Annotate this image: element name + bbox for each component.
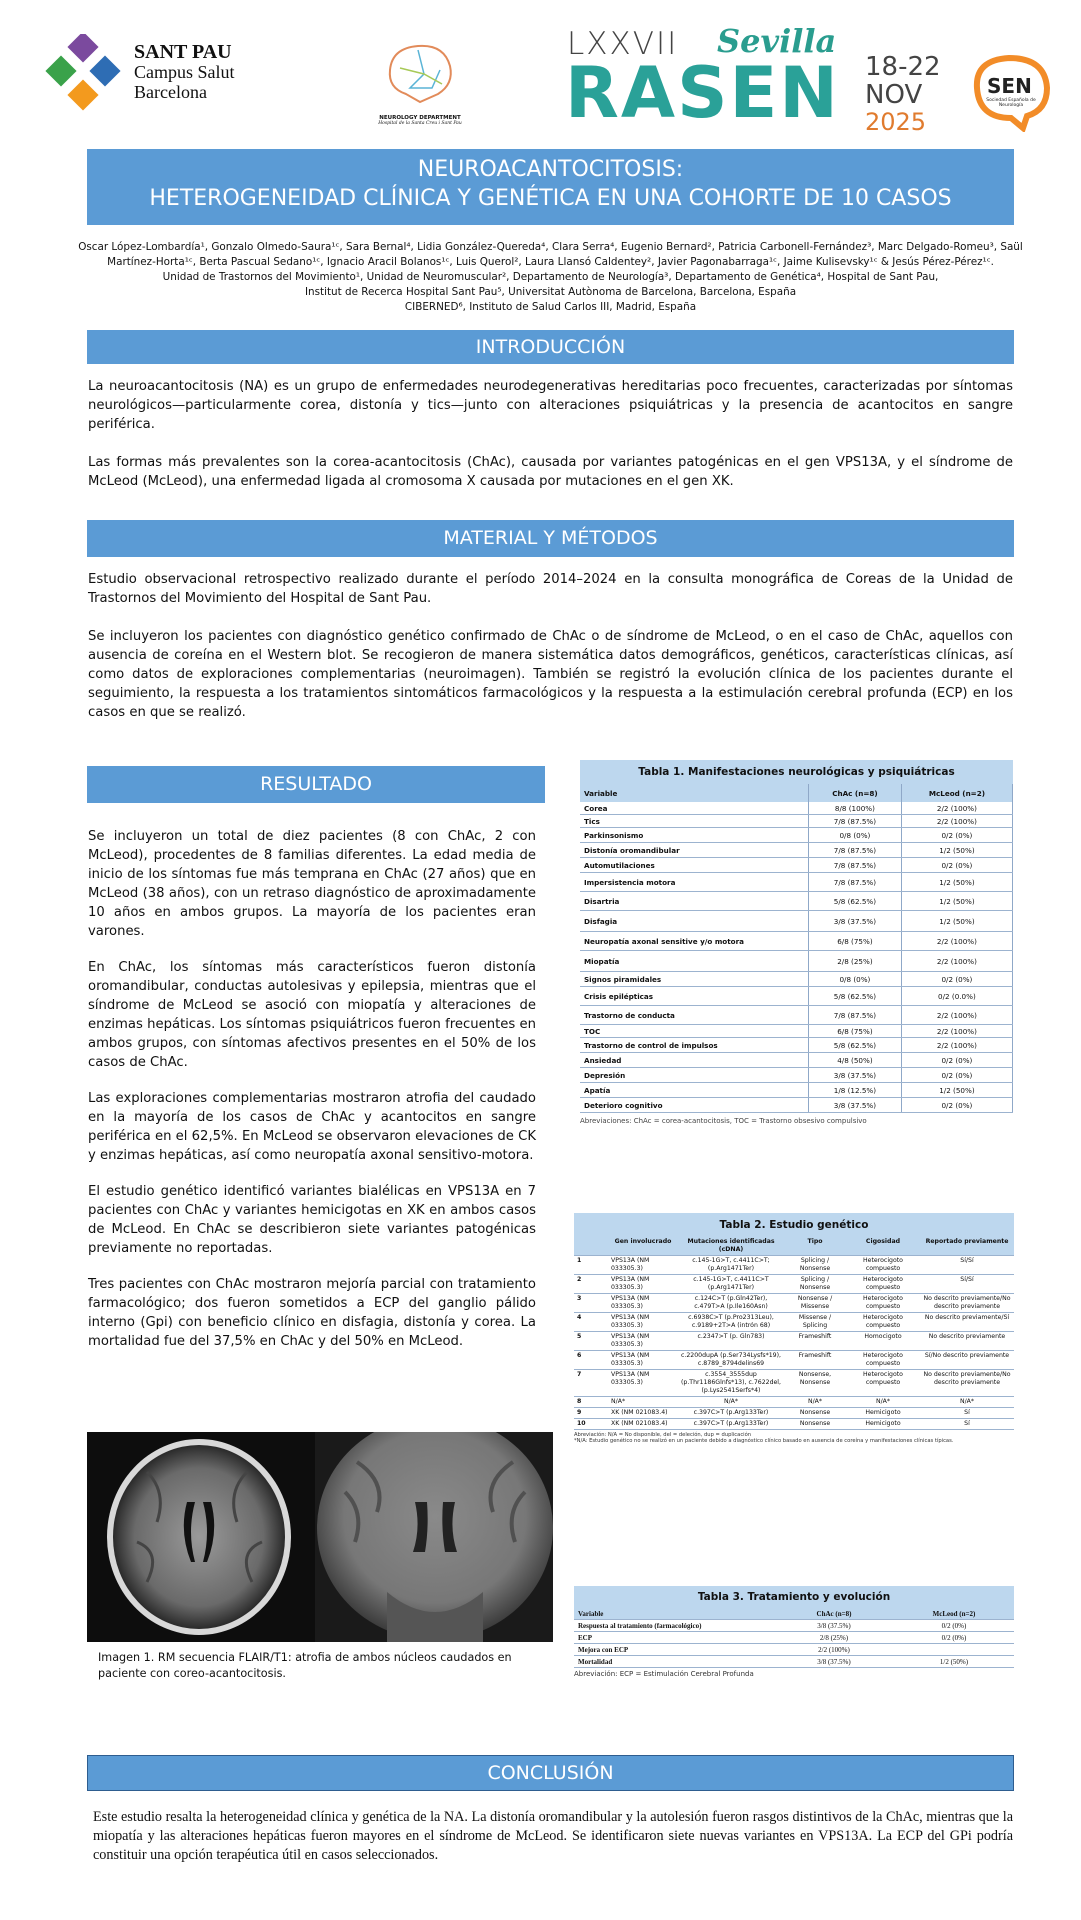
methods-p2: Se incluyeron los pacientes con diagnóstico genético confirmado de ChAc o de síndrome de McLeod, o en el caso de ChAc, aquellos con ausencia de coreína en el Western blot. Se recogieron de manera sistemática datos demográficos, genéticos, características clínicas, así como datos de exploraciones complementarias (neuroimagen). También se registró la evolución clínica de los pacientes durante el seguimiento, la respuesta a los tratamientos sintomáticos farmacológicos y la respuesta a la estimulación cerebral profunda (ECP) en los casos en que se realizó. <box>88 629 1013 720</box>
table2-cell: Heterocigoto compuesto <box>846 1313 920 1332</box>
table3-row <box>574 1632 1014 1644</box>
table2-block <box>574 1213 1014 1444</box>
table1-row <box>580 828 1013 843</box>
table3-value-cell: 3/8 (37.5%) <box>774 1656 894 1668</box>
table2-cell: 1 <box>574 1256 608 1275</box>
table1-variable-cell: Corea <box>580 802 809 815</box>
table2-row <box>574 1275 1014 1294</box>
table1-value-cell: 1/2 (50%) <box>901 873 1012 892</box>
table1-variable-cell: Depresión <box>580 1068 809 1083</box>
table1-header-cell: McLeod (n=2) <box>901 784 1012 802</box>
sen-sub: Sociedad Española de Neurología <box>986 98 1036 108</box>
table1-value-cell: 1/2 (50%) <box>901 1083 1012 1098</box>
table3-value-cell: 2/8 (25%) <box>774 1632 894 1644</box>
table1-row <box>580 1053 1013 1068</box>
table2-cell: c.145-1G>T, c.4411C>T (p.Arg1471Ter) <box>678 1275 784 1294</box>
table3-variable-cell: Mortalidad <box>574 1656 774 1668</box>
sen-label: SEN <box>987 74 1032 98</box>
table1-value-cell: 1/2 (50%) <box>901 843 1012 858</box>
table3-value-cell: 2/2 (100%) <box>774 1644 894 1656</box>
table1-row <box>580 815 1013 828</box>
table2-cell: c.2200dupA (p.Ser734Lysfs*19), c.8789_8794delins69 <box>678 1351 784 1370</box>
table2-cell: c.6938C>T (p.Pro2313Leu), c.9189+2T>A (intrón 68) <box>678 1313 784 1332</box>
results-p1: Se incluyeron un total de diez pacientes (8 con ChAc, 2 con McLeod), procedentes de 8 familias diferentes. La edad media de inicio de los síntomas fue más temprana en ChAc (27 años) que en McLeod (38 años), con un retraso diagnóstico de aproximadamente 10 años en ambos grupos. La mayoría de los pacientes eran varones. <box>88 829 536 939</box>
table1-value-cell: 2/2 (100%) <box>901 1038 1012 1053</box>
table1-row <box>580 951 1013 972</box>
table2-cell: c.397C>T (p.Arg133Ter) <box>678 1408 784 1419</box>
table2-cell: Sí/No descrito previamente <box>920 1351 1014 1370</box>
poster-title <box>87 149 1014 225</box>
table1-row <box>580 802 1013 815</box>
table2-cell: 3 <box>574 1294 608 1313</box>
intro-text <box>88 377 1013 510</box>
table2-cell: N/A* <box>678 1397 784 1408</box>
table1-variable-cell: Crisis epilépticas <box>580 987 809 1006</box>
table2-cell: VPS13A (NM 033305.3) <box>608 1332 678 1351</box>
table1-row <box>580 1068 1013 1083</box>
mri-image <box>87 1432 553 1642</box>
table1-value-cell: 1/2 (50%) <box>901 911 1012 932</box>
table2-header-cell: Mutaciones identificadas (cDNA) <box>678 1237 784 1256</box>
table2-cell: Heterocigoto compuesto <box>846 1370 920 1397</box>
table3-variable-cell: ECP <box>574 1632 774 1644</box>
table2-row <box>574 1419 1014 1430</box>
table2-cell: Heterocigoto compuesto <box>846 1351 920 1370</box>
mri-caption-line2: paciente con coreo-acantocitosis. <box>98 1667 286 1680</box>
table1-value-cell: 7/8 (87.5%) <box>809 873 902 892</box>
table2-row <box>574 1397 1014 1408</box>
neuro-dept-label: NEUROLOGY DEPARTMENT <box>379 115 461 121</box>
table1-value-cell: 7/8 (87.5%) <box>809 843 902 858</box>
table2-cell: Nonsense, Nonsense <box>784 1370 846 1397</box>
table3-header-cell: McLeod (n=2) <box>894 1608 1014 1620</box>
intro-p2: Las formas más prevalentes son la corea-acantocitosis (ChAc), causada por variantes patogénicas en el gen VPS13A, y el síndrome de McLeod (McLeod), una enfermedad ligada al cromosoma X causada por mutaciones en el gen XK. <box>88 455 1013 489</box>
rasen-dates: 18-22 <box>865 52 941 82</box>
santpau-diamond-icon <box>44 34 124 114</box>
methods-p1: Estudio observacional retrospectivo realizado durante el período 2014–2024 en la consulta monográfica de Coreas de la Unidad de Trastornos del Movimiento del Hospital de Sant Pau. <box>88 572 1013 606</box>
table2-cell: Hemicigoto <box>846 1408 920 1419</box>
table1-row <box>580 1098 1013 1113</box>
table2-cell: Frameshift <box>784 1332 846 1351</box>
table1-value-cell: 5/8 (62.5%) <box>809 987 902 1006</box>
table1-value-cell: 1/2 (50%) <box>901 892 1012 911</box>
table2-row <box>574 1256 1014 1275</box>
table2-cell: No descrito previamente <box>920 1332 1014 1351</box>
table2-header-cell: Gen involucrado <box>608 1237 678 1256</box>
table2-cell: No descrito previamente/No descrito previamente <box>920 1294 1014 1313</box>
table1-value-cell: 2/2 (100%) <box>901 815 1012 828</box>
rasen-logo <box>565 22 955 142</box>
santpau-line2: Campus Salut <box>134 62 235 82</box>
table1-value-cell: 5/8 (62.5%) <box>809 892 902 911</box>
rasen-edition: LXXVII <box>567 26 679 62</box>
table2-cell: Sí/Sí <box>920 1256 1014 1275</box>
results-heading: RESULTADO <box>87 766 545 803</box>
table1-variable-cell: Trastorno de control de impulsos <box>580 1038 809 1053</box>
table2-cell: c.2347>T (p. Gln783) <box>678 1332 784 1351</box>
table3-block <box>574 1586 1014 1678</box>
table1-value-cell: 5/8 (62.5%) <box>809 1038 902 1053</box>
table3-title: Tabla 3. Tratamiento y evolución <box>574 1586 1014 1608</box>
table1-variable-cell: Disartria <box>580 892 809 911</box>
table1-value-cell: 0/2 (0%) <box>901 972 1012 987</box>
table1-value-cell: 0/2 (0%) <box>901 1068 1012 1083</box>
table1-variable-cell: Distonía oromandibular <box>580 843 809 858</box>
table2-cell: Missense / Splicing <box>784 1313 846 1332</box>
table1-value-cell: 4/8 (50%) <box>809 1053 902 1068</box>
table1-row <box>580 892 1013 911</box>
table1-value-cell: 2/8 (25%) <box>809 951 902 972</box>
table3-value-cell <box>894 1644 1014 1656</box>
table3-header-row <box>574 1608 1014 1620</box>
table2-cell: VPS13A (NM 033305.3) <box>608 1256 678 1275</box>
table1-value-cell: 7/8 (87.5%) <box>809 1006 902 1025</box>
table2-cell: VPS13A (NM 033305.3) <box>608 1313 678 1332</box>
table2-cell: Heterocigoto compuesto <box>846 1294 920 1313</box>
rasen-city: Sevilla <box>717 22 837 60</box>
table1-row <box>580 1083 1013 1098</box>
table1-title: Tabla 1. Manifestaciones neurológicas y psiquiátricas <box>580 760 1013 784</box>
table1-row <box>580 873 1013 892</box>
table2-cell: c.124C>T (p.Gln42Ter), c.479T>A (p.Ile160Asn) <box>678 1294 784 1313</box>
table1-value-cell: 0/2 (0%) <box>901 1053 1012 1068</box>
table1-value-cell: 2/2 (100%) <box>901 1025 1012 1038</box>
methods-heading: MATERIAL Y MÉTODOS <box>87 520 1014 557</box>
affiliation-line3: CIBERNED⁶, Instituto de Salud Carlos III, Madrid, España <box>404 301 697 313</box>
table2-cell: Heterocigoto compuesto <box>846 1256 920 1275</box>
table2-cell: VPS13A (NM 033305.3) <box>608 1370 678 1397</box>
table1-variable-cell: TOC <box>580 1025 809 1038</box>
table1-row <box>580 1006 1013 1025</box>
table2-title: Tabla 2. Estudio genético <box>574 1213 1014 1237</box>
rasen-year: 2025 <box>865 108 927 136</box>
table1-row <box>580 843 1013 858</box>
santpau-title: SANT PAU <box>134 41 232 63</box>
table2-cell: N/A* <box>784 1397 846 1408</box>
intro-p1: La neuroacantocitosis (NA) es un grupo de enfermedades neurodegenerativas hereditarias poco frecuentes, caracterizadas por síntomas neurológicos—particularmente corea, distonía y tics—junto con alteraciones psiquiátricas y la presencia de acantocitos en sangre periférica. <box>88 379 1013 432</box>
table1-value-cell: 2/2 (100%) <box>901 951 1012 972</box>
table2-cell: Nonsense <box>784 1419 846 1430</box>
table1-variable-cell: Automutilaciones <box>580 858 809 873</box>
table1-footnote: Abreviaciones: ChAc = corea-acantocitosis, TOC = Trastorno obsesivo compulsivo <box>580 1117 867 1125</box>
table1-header-cell: Variable <box>580 784 809 802</box>
table2-cell: Nonsense / Missense <box>784 1294 846 1313</box>
table2-row <box>574 1294 1014 1313</box>
table1-value-cell: 0/8 (0%) <box>809 972 902 987</box>
table1-value-cell: 3/8 (37.5%) <box>809 1098 902 1113</box>
table1-variable-cell: Impersistencia motora <box>580 873 809 892</box>
table2-cell: Splicing / Nonsense <box>784 1256 846 1275</box>
table1-header-row <box>580 784 1013 802</box>
table1-value-cell: 0/2 (0%) <box>901 1098 1012 1113</box>
table1-row <box>580 858 1013 873</box>
table2-cell: Sí <box>920 1419 1014 1430</box>
santpau-line3: Barcelona <box>134 82 207 102</box>
table1-header-cell: ChAc (n=8) <box>809 784 902 802</box>
table3-header-cell: ChAc (n=8) <box>774 1608 894 1620</box>
table3-row <box>574 1644 1014 1656</box>
table2-footnote1: Abreviación: N/A = No disponible, del = deleción, dup = duplicación <box>574 1432 752 1438</box>
table2-header-cell: Tipo <box>784 1237 846 1256</box>
table2-cell: No descrito previamente/Sí <box>920 1313 1014 1332</box>
table2-cell: 7 <box>574 1370 608 1397</box>
table3-header-cell: Variable <box>574 1608 774 1620</box>
table3-variable-cell: Mejora con ECP <box>574 1644 774 1656</box>
authors-line1: Oscar López-Lombardía¹, Gonzalo Olmedo-Saura¹ᶜ, Sara Bernal⁴, Lidia González-Quereda⁴, Clara Serra⁴, Eugenio Bernard², Patricia Carbonell-Fernández³, Marc Delgado-Romeu³, Saül <box>78 241 1023 253</box>
mri-brain-scans <box>87 1432 553 1642</box>
table1-variable-cell: Parkinsonismo <box>580 828 809 843</box>
table1-variable-cell: Disfagia <box>580 911 809 932</box>
table1-value-cell: 8/8 (100%) <box>809 802 902 815</box>
table2-cell: Nonsense <box>784 1408 846 1419</box>
conclusion-text: Este estudio resalta la heterogeneidad clínica y genética de la NA. La distonía oromandibular y la autolesión fueron rasgos distintivos de la ChAc, mientras que la miopatía y las alteraciones hepáticas fueron mayores en el síndrome de McLeod. Se identificaron siete nuevas variantes en VPS13A. La ECP del GPi podría constituir una opción terapéutica útil en casos seleccionados. <box>93 1809 1013 1863</box>
table1-value-cell: 3/8 (37.5%) <box>809 911 902 932</box>
table1-value-cell: 7/8 (87.5%) <box>809 815 902 828</box>
table1-value-cell: 0/2 (0%) <box>901 828 1012 843</box>
table1-variable-cell: Trastorno de conducta <box>580 1006 809 1025</box>
table2-header-cell <box>574 1237 608 1256</box>
table1-value-cell: 0/2 (0%) <box>901 858 1012 873</box>
table1-row <box>580 972 1013 987</box>
title-line2: HETEROGENEIDAD CLÍNICA Y GENÉTICA EN UNA COHORTE DE 10 CASOS <box>149 186 952 211</box>
table2-row <box>574 1370 1014 1397</box>
table1-value-cell: 2/2 (100%) <box>901 802 1012 815</box>
table2-cell: c.397C>T (p.Arg133Ter) <box>678 1419 784 1430</box>
results-p4: El estudio genético identificó variantes bialélicas en VPS13A en 7 pacientes con ChAc y variantes hemicigotas en XK en ambos casos de McLeod. En ChAc se describieron siete variantes patogénicas previamente no reportadas. <box>88 1184 536 1256</box>
table3-value-cell: 3/8 (37.5%) <box>774 1620 894 1632</box>
table1-row <box>580 1025 1013 1038</box>
table2-cell: Heterocigoto compuesto <box>846 1275 920 1294</box>
table2-cell: Hemicigoto <box>846 1419 920 1430</box>
table3-footnote: Abreviación: ECP = Estimulación Cerebral Profunda <box>574 1670 754 1678</box>
table2-cell: Homocigoto <box>846 1332 920 1351</box>
sen-logo <box>965 52 1055 132</box>
table1-value-cell: 7/8 (87.5%) <box>809 858 902 873</box>
table2-cell: 8 <box>574 1397 608 1408</box>
rasen-name: RASEN <box>565 52 840 134</box>
table2-row <box>574 1332 1014 1351</box>
table2-header-cell: Reportado previamente <box>920 1237 1014 1256</box>
santpau-logo <box>44 34 264 114</box>
table1-variable-cell: Miopatía <box>580 951 809 972</box>
table3-value-cell: 0/2 (0%) <box>894 1632 1014 1644</box>
table2-cell: Sí <box>920 1408 1014 1419</box>
table1-value-cell: 3/8 (37.5%) <box>809 1068 902 1083</box>
table2-header-cell: Cigosidad <box>846 1237 920 1256</box>
table2-row <box>574 1408 1014 1419</box>
table1-row <box>580 911 1013 932</box>
table2-cell: No descrito previamente/No descrito previamente <box>920 1370 1014 1397</box>
table2-cell: 4 <box>574 1313 608 1332</box>
table1-value-cell: 2/2 (100%) <box>901 1006 1012 1025</box>
table2-cell: Splicing / Nonsense <box>784 1275 846 1294</box>
table2-cell: 2 <box>574 1275 608 1294</box>
table1-value-cell: 6/8 (75%) <box>809 1025 902 1038</box>
mri-caption-line1: Imagen 1. RM secuencia FLAIR/T1: atrofia de ambos núcleos caudados en <box>98 1651 512 1664</box>
table2-cell: N/A* <box>846 1397 920 1408</box>
title-line1: NEUROACANTOCITOSIS: <box>417 157 684 182</box>
brain-icon <box>380 40 460 110</box>
results-p5: Tres pacientes con ChAc mostraron mejoría parcial con tratamiento farmacológico; dos fueron sometidos a ECP del ganglio pálido interno (Gpi) con beneficio clínico en disfagia, distonía y corea. La mortalidad fue del 37,5% en ChAc y del 50% en McLeod. <box>88 1277 536 1349</box>
table1-value-cell: 6/8 (75%) <box>809 932 902 951</box>
table1-variable-cell: Ansiedad <box>580 1053 809 1068</box>
table2-cell: Frameshift <box>784 1351 846 1370</box>
table1-value-cell: 0/2 (0.0%) <box>901 987 1012 1006</box>
results-text <box>88 827 536 1368</box>
methods-text <box>88 570 1013 741</box>
intro-heading: INTRODUCCIÓN <box>87 330 1014 364</box>
table1-value-cell: 0/8 (0%) <box>809 828 902 843</box>
table1-block <box>580 760 1013 1125</box>
table2 <box>574 1237 1014 1430</box>
affiliation-line2: Institut de Recerca Hospital Sant Pau⁵, Universitat Autònoma de Barcelona, Barcelona, España <box>304 286 797 298</box>
table1 <box>580 784 1013 1113</box>
table2-cell: VPS13A (NM 033305.3) <box>608 1294 678 1313</box>
table1-row <box>580 1038 1013 1053</box>
table2-cell: N/A* <box>920 1397 1014 1408</box>
table3-value-cell: 1/2 (50%) <box>894 1656 1014 1668</box>
table2-row <box>574 1313 1014 1332</box>
table3-row <box>574 1656 1014 1668</box>
table2-cell: c.3554_3555dup (p.Thr1186Glnfs*13), c.7622del, (p.Lys2541Serfs*4) <box>678 1370 784 1397</box>
table2-cell: VPS13A (NM 033305.3) <box>608 1275 678 1294</box>
table3-row <box>574 1620 1014 1632</box>
table1-value-cell: 2/2 (100%) <box>901 932 1012 951</box>
results-p2: En ChAc, los síntomas más característicos fueron distonía oromandibular, conductas autolesivas y epilepsia, mientras que el síndrome de McLeod se asoció con miopatía y alteraciones de enzimas hepáticas. Los síntomas psiquiátricos fueron frecuentes en ambos grupos, con síntomas afectivos presentes en el 50% de los casos de ChAc. <box>88 960 536 1070</box>
table2-cell: Sí/Sí <box>920 1275 1014 1294</box>
table1-variable-cell: Signos piramidales <box>580 972 809 987</box>
table1-row <box>580 932 1013 951</box>
results-p3: Las exploraciones complementarias mostraron atrofia del caudado en la mayoría de los casos de ChAc y acantocitos en sangre periférica en el 62,5%. En McLeod se observaron elevaciones de CK y enzimas hepáticas, así como neuropatía axonal sensitivo-motora. <box>88 1091 536 1163</box>
table3 <box>574 1608 1014 1668</box>
neuro-dept-sub: Hospital de la Santa Creu i Sant Pau <box>378 121 462 126</box>
table3-variable-cell: Respuesta al tratamiento (farmacológico) <box>574 1620 774 1632</box>
neurology-logo <box>370 40 470 130</box>
mri-caption <box>98 1650 538 1682</box>
table2-cell: 10 <box>574 1419 608 1430</box>
table2-cell: 6 <box>574 1351 608 1370</box>
table2-header-row <box>574 1237 1014 1256</box>
table3-value-cell: 0/2 (0%) <box>894 1620 1014 1632</box>
table1-variable-cell: Deterioro cognitivo <box>580 1098 809 1113</box>
table2-cell: 9 <box>574 1408 608 1419</box>
authors-line2: Martínez-Horta¹ᶜ, Berta Pascual Sedano¹ᶜ, Ignacio Aracil Bolanos¹ᶜ, Luis Querol², Laura Llansó Caldentey², Javier Pagonabarraga¹ᶜ, Jaime Kulisevsky¹ᶜ & Jesús Pérez-Pérez¹ᶜ. <box>107 256 994 268</box>
table1-variable-cell: Apatía <box>580 1083 809 1098</box>
table1-variable-cell: Tics <box>580 815 809 828</box>
table1-variable-cell: Neuropatía axonal sensitive y/o motora <box>580 932 809 951</box>
conclusion-heading: CONCLUSIÓN <box>87 1755 1014 1791</box>
table2-cell: 5 <box>574 1332 608 1351</box>
table2-cell: XK (NM 021083.4) <box>608 1419 678 1430</box>
table2-cell: VPS13A (NM 033305.3) <box>608 1351 678 1370</box>
table2-row <box>574 1351 1014 1370</box>
rasen-month: NOV <box>865 80 923 110</box>
affiliation-line1: Unidad de Trastornos del Movimiento¹, Unidad de Neuromuscular², Departamento de Neurología³, Departamento de Genética⁴, Hospital de Sant Pau, <box>162 271 939 283</box>
table1-value-cell: 1/8 (12.5%) <box>809 1083 902 1098</box>
table2-cell: N/A* <box>608 1397 678 1408</box>
table1-row <box>580 987 1013 1006</box>
table2-footnote2: *N/A: Estudio genético no se realizó en un paciente debido a diagnóstico clínico basado en ausencia de coreína y manifestaciones clínicas típicas. <box>574 1438 954 1444</box>
table2-cell: XK (NM 021083.4) <box>608 1408 678 1419</box>
authors-block <box>60 240 1041 315</box>
table2-cell: c.145-1G>T, c.4411C>T; (p.Arg1471Ter) <box>678 1256 784 1275</box>
